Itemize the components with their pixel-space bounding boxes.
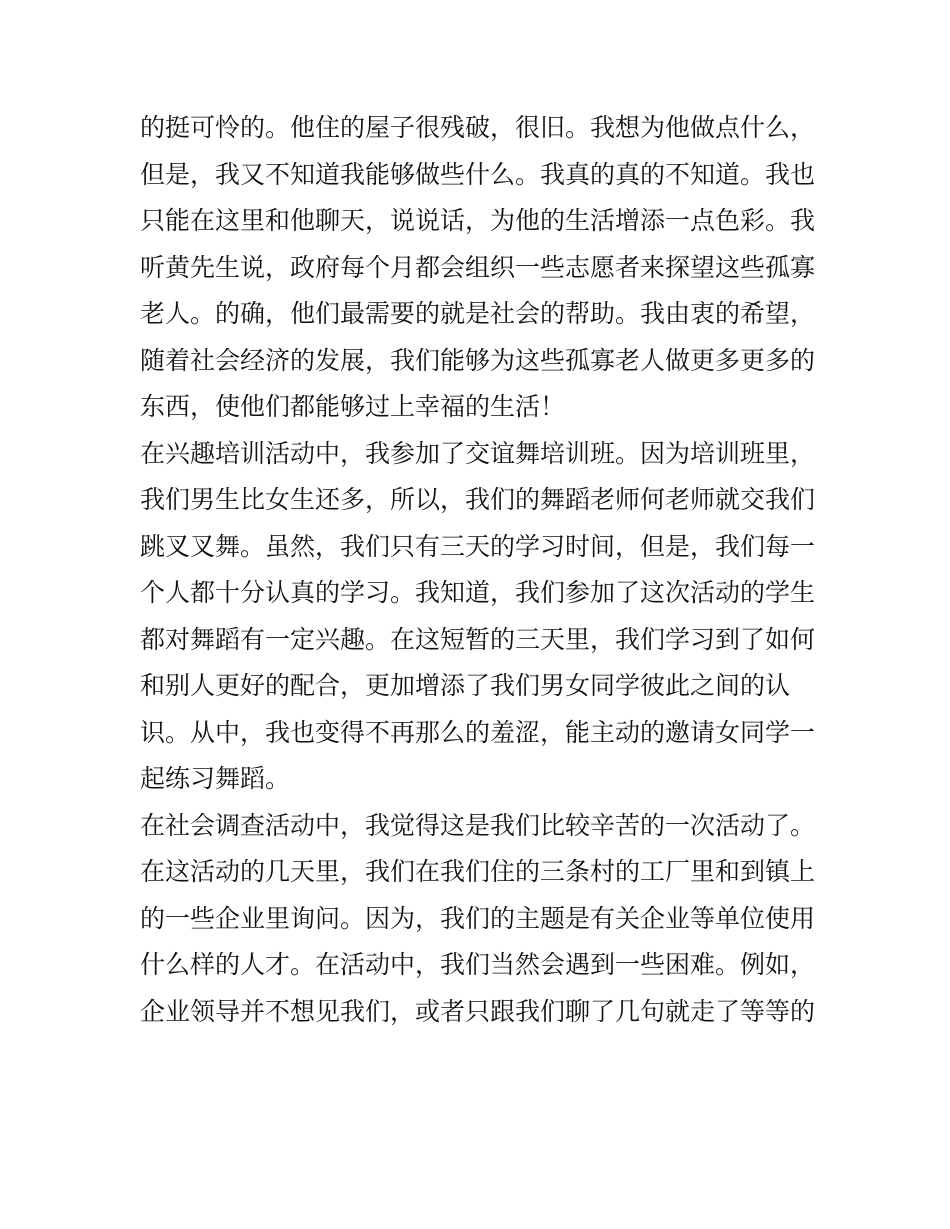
text-line-20: 企业领导并不想见我们，或者只跟我们聊了几句就走了等等的 [140,996,816,1026]
text-line-8: 在兴趣培训活动中，我参加了交谊舞培训班。因为培训班里， [140,438,816,468]
text-line-18: 的一些企业里询问。因为，我们的主题是有关企业等单位使用 [140,903,816,933]
text-line-1: 的挺可怜的。他住的屋子很残破，很旧。我想为他做点什么， [140,113,816,142]
text-line-13: 和别人更好的配合，更加增添了我们男女同学彼此之间的认 [140,671,791,700]
text-line-5: 老人。的确，他们最需要的就是社会的帮助。我由衷的希望， [140,299,816,328]
text-line-9: 我们男生比女生还多，所以，我们的舞蹈老师何老师就交我们 [140,485,816,514]
body-text [140,105,820,1035]
text-line-16: 在社会调查活动中，我觉得这是我们比较辛苦的一次活动了。 [140,810,816,840]
text-line-6: 随着社会经济的发展，我们能够为这些孤寡老人做更多更多的 [140,345,816,375]
text-line-7: 东西，使他们都能够过上幸福的生活！ [140,392,566,421]
text-line-15: 起练习舞蹈。 [140,764,291,793]
text-line-19: 什么样的人才。在活动中，我们当然会遇到一些困难。例如， [140,950,816,979]
text-line-10: 跳叉叉舞。虽然，我们只有三天的学习时间，但是，我们每一 [140,531,816,561]
text-line-2: 但是，我又不知道我能够做些什么。我真的真的不知道。我也 [140,159,816,189]
text-line-14: 识。从中，我也变得不再那么的羞涩，能主动的邀请女同学一 [140,717,816,747]
text-line-12: 都对舞蹈有一定兴趣。在这短暂的三天里，我们学习到了如何 [140,624,816,654]
text-line-3: 只能在这里和他聊天，说说话，为他的生活增添一点色彩。我 [140,206,816,235]
text-line-11: 个人都十分认真的学习。我知道，我们参加了这次活动的学生 [140,578,816,607]
text-line-4: 听黄先生说，政府每个月都会组织一些志愿者来探望这些孤寡 [140,252,816,282]
text-line-17: 在这活动的几天里，我们在我们住的三条村的工厂里和到镇上 [140,857,816,886]
